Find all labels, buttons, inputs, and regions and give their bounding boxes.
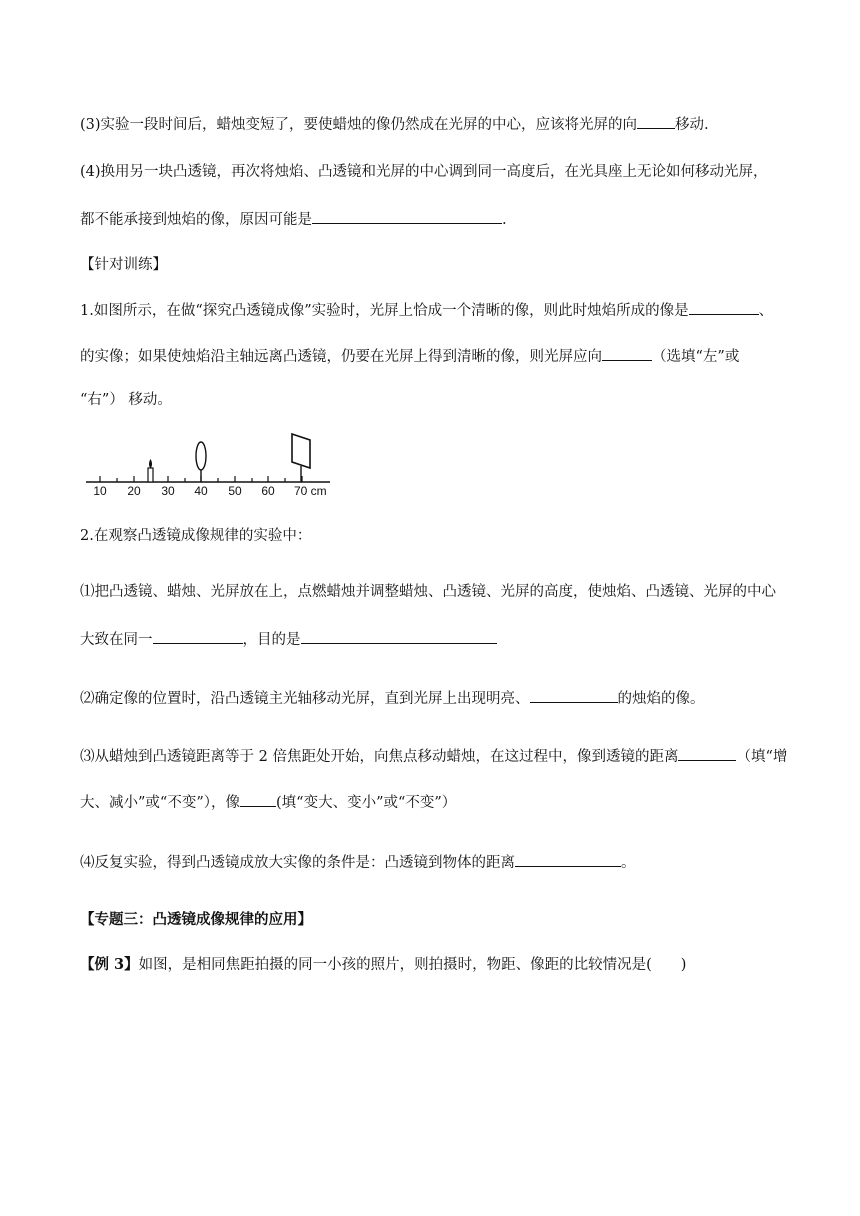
tick-label: 30: [161, 484, 175, 498]
tick-label: 10: [93, 484, 107, 498]
answer-blank: [530, 688, 618, 703]
light-screen-icon: [292, 434, 310, 482]
example-3-line: [80, 955, 790, 975]
answer-blank: [153, 629, 243, 644]
example-3-label: 【例 3】: [80, 956, 139, 973]
answer-blank: [515, 852, 621, 867]
answer-blank: [689, 300, 759, 315]
training-2-part3-line2: [80, 792, 790, 813]
training-2-part3-suffix: （填“增: [736, 749, 788, 765]
question-4-line1: [80, 162, 790, 182]
training-2-part1-line1: ⑴把凸透镜、蜡烛、光屏放在上，点燃蜡烛并调整蜡烛、凸透镜、光屏的高度，使烛焰、凸透镜、光屏的中心: [80, 584, 776, 600]
training-2-part1-mid: ，目的是: [242, 632, 301, 648]
question-4-text-2: 都不能承接到烛焰的像，原因可能是: [80, 212, 312, 228]
tick-label: 40: [194, 484, 208, 498]
training-2-part4: [80, 852, 790, 873]
training-2-title: 2.在观察凸透镜成像规律的实验中：: [80, 528, 312, 544]
example-3-text: 如图，是相同焦距拍摄的同一小孩的照片，则拍摄时，物距、像距的比较情况是( ): [138, 957, 687, 973]
question-3-line: [80, 114, 790, 135]
training-2-part4-text: ⑷反复实验，得到凸透镜成放大实像的条件是：凸透镜到物体的距离: [80, 855, 515, 871]
training-2-part1-text: 大致在同一: [80, 632, 153, 648]
section-heading-topic3: 【专题三：凸透镜成像规律的应用】: [80, 911, 312, 928]
question-3-suffix: 移动.: [675, 117, 709, 133]
training-1-line3: “右”） 移动。: [80, 392, 172, 408]
question-4-suffix: .: [502, 212, 507, 228]
training-1-suffix-2: （选填“左”或: [652, 349, 740, 365]
training-1-suffix: 、: [758, 303, 774, 319]
training-2-part2-text: ⑵确定像的位置时，沿凸透镜主光轴移动光屏，直到光屏上出现明亮、: [80, 691, 530, 707]
training-2-part1-line2: [80, 629, 790, 650]
answer-blank: [678, 746, 736, 761]
training-1-line2: [80, 346, 790, 367]
training-2-part3-suffix-2: (填“变大、变小”或“不变”）: [276, 795, 457, 811]
tick-label: 50: [228, 484, 242, 498]
training-1-text: 1.如图所示，在做“探究凸透镜成像”实验时，光屏上恰成一个清晰的像，则此时烛焰所成的像是: [80, 303, 689, 319]
training-2-part4-suffix: 。: [621, 855, 636, 871]
answer-blank: [312, 209, 502, 224]
question-3-text: (3)实验一段时间后，蜡烛变短了，要使蜡烛的像仍然成在光屏的中心，应该将光屏的向: [80, 117, 638, 133]
question-4-text: (4)换用另一块凸透镜，再次将烛焰、凸透镜和光屏的中心调到同一高度后，在光具座上无论如何移动光屏，: [80, 164, 768, 180]
training-2-part3-text-2: 大、减小”或“不变”），像: [80, 795, 240, 811]
candle-icon: [148, 459, 153, 482]
answer-blank: [240, 792, 276, 807]
training-1-text-2: 的实像；如果使烛焰沿主轴远离凸透镜，仍要在光屏上得到清晰的像，则光屏应向: [80, 349, 602, 365]
training-2-part3-text: ⑶从蜡烛到凸透镜距离等于 2 倍焦距处开始，向焦点移动蜡烛，在这过程中，像到透镜的距离: [80, 749, 679, 765]
training-2-part3-line1: [80, 746, 790, 767]
answer-blank: [637, 114, 675, 129]
tick-label: 70 cm: [294, 484, 327, 498]
optical-bench-diagram: [80, 432, 340, 502]
training-2-part2: [80, 688, 790, 709]
answer-blank: [602, 346, 652, 361]
convex-lens-icon: [196, 442, 206, 482]
tick-label: 60: [261, 484, 275, 498]
tick-label: 20: [127, 484, 141, 498]
section-heading-training: 【针对训练】: [80, 257, 167, 273]
answer-blank: [301, 629, 497, 644]
question-4-line2: [80, 209, 790, 230]
training-1-line1: [80, 300, 790, 321]
training-2-part2-suffix: 的烛焰的像。: [617, 691, 705, 707]
